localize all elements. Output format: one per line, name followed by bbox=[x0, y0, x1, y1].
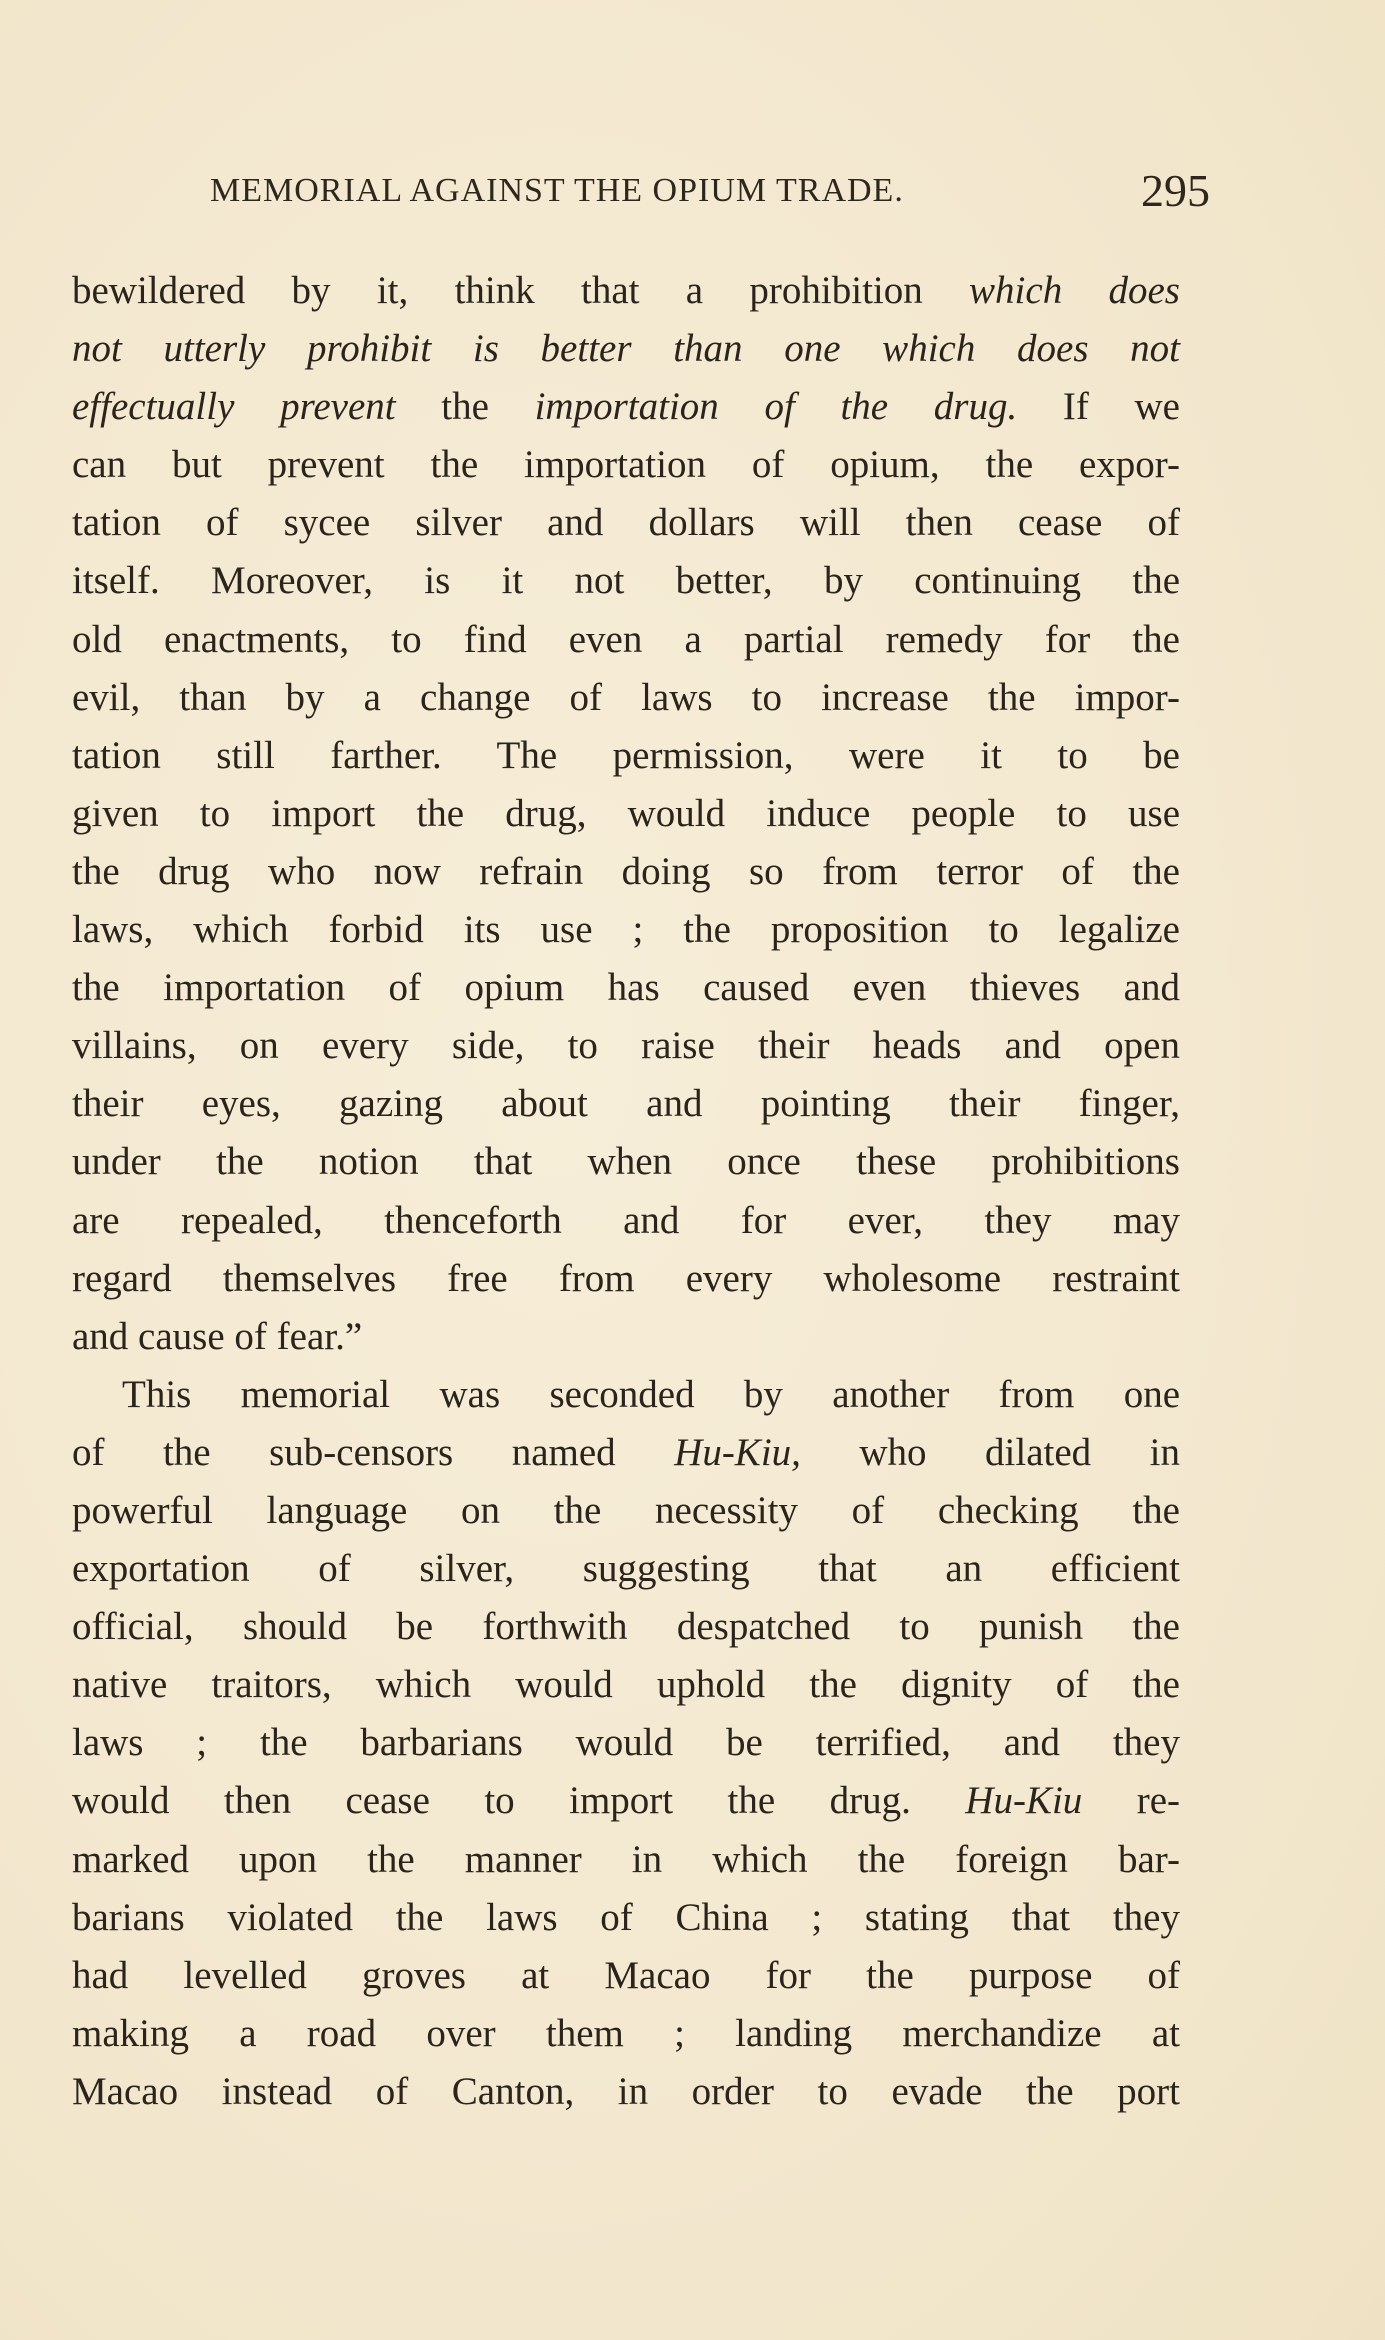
text-line bbox=[72, 1889, 1180, 1947]
text-segment: itself. Moreover, is it not better, by continuing the bbox=[72, 559, 1180, 603]
text-line bbox=[72, 611, 1180, 669]
text-line bbox=[72, 436, 1180, 494]
text-line bbox=[72, 320, 1180, 378]
text-segment: their eyes, gazing about and pointing their finger, bbox=[72, 1082, 1180, 1126]
text-segment: and cause of fear.” bbox=[72, 1314, 363, 1358]
text-line bbox=[72, 669, 1180, 727]
page-number: 295 bbox=[1141, 165, 1210, 216]
text-segment: native traitors, which would uphold the dignity of the bbox=[72, 1663, 1180, 1707]
text-segment: can but prevent the importation of opium, the expor- bbox=[72, 443, 1180, 487]
text-segment: re- bbox=[1082, 1779, 1180, 1823]
text-line bbox=[72, 1714, 1180, 1772]
text-line bbox=[72, 901, 1180, 959]
text-segment: under the notion that when once these prohibitions bbox=[72, 1140, 1180, 1184]
italic-text: effectually prevent bbox=[72, 385, 396, 429]
text-segment: given to import the drug, would induce people to use bbox=[72, 791, 1180, 835]
text-segment: bewildered by it, think that a prohibition bbox=[72, 269, 970, 312]
text-segment: If we bbox=[1017, 385, 1180, 429]
running-head bbox=[210, 165, 1210, 216]
text-segment: exportation of silver, suggesting that an efficient bbox=[72, 1547, 1180, 1591]
text-segment: who dilated in bbox=[800, 1430, 1180, 1474]
italic-text: Hu-Kiu, bbox=[674, 1430, 801, 1474]
text-segment: old enactments, to find even a partial remedy for the bbox=[72, 617, 1180, 661]
text-line bbox=[72, 1540, 1180, 1598]
text-line bbox=[72, 1133, 1180, 1191]
text-line bbox=[72, 1772, 1180, 1830]
text-line bbox=[72, 1424, 1180, 1482]
text-line bbox=[72, 2005, 1180, 2063]
italic-text: Hu-Kiu bbox=[965, 1779, 1083, 1823]
text-line bbox=[72, 552, 1180, 610]
text-line bbox=[72, 785, 1180, 843]
text-line bbox=[72, 727, 1180, 785]
text-segment: evil, than by a change of laws to increase the impor- bbox=[72, 675, 1180, 719]
text-segment: tation still farther. The permission, were it to be bbox=[72, 733, 1180, 777]
text-segment: of the sub-censors named bbox=[72, 1430, 675, 1474]
text-segment: official, should be forthwith despatched to punish the bbox=[72, 1605, 1180, 1649]
text-segment: barians violated the laws of China ; stating that they bbox=[72, 1895, 1180, 1939]
text-segment: villains, on every side, to raise their heads and open bbox=[72, 1024, 1180, 1068]
text-line bbox=[72, 1308, 1180, 1366]
text-line bbox=[72, 378, 1180, 436]
italic-text: which does bbox=[969, 269, 1180, 312]
text-segment: Macao instead of Canton, in order to evade the port bbox=[72, 2069, 1180, 2113]
text-segment: the bbox=[395, 385, 535, 429]
text-segment: making a road over them ; landing merchandize at bbox=[72, 2011, 1180, 2055]
text-segment: are repealed, thenceforth and for ever, they may bbox=[72, 1198, 1180, 1242]
italic-text: not utterly prohibit is better than one which does not bbox=[72, 327, 1180, 371]
text-line bbox=[72, 2063, 1180, 2121]
text-line bbox=[72, 959, 1180, 1017]
text-segment: the importation of opium has caused even thieves and bbox=[72, 966, 1180, 1010]
text-line bbox=[72, 1598, 1180, 1656]
text-line bbox=[72, 1017, 1180, 1075]
text-line bbox=[72, 1831, 1180, 1889]
text-segment: regard themselves free from every wholesome restraint bbox=[72, 1256, 1180, 1300]
text-line bbox=[72, 843, 1180, 901]
text-line bbox=[72, 494, 1180, 552]
text-line bbox=[72, 1075, 1180, 1133]
italic-text: importation of the drug. bbox=[534, 385, 1018, 429]
text-segment: tation of sycee silver and dollars will then cease of bbox=[72, 501, 1180, 545]
text-line bbox=[72, 1947, 1180, 2005]
text-segment: laws ; the barbarians would be terrified, and they bbox=[72, 1721, 1180, 1765]
text-line bbox=[72, 262, 1180, 320]
running-head-title: MEMORIAL AGAINST THE OPIUM TRADE. bbox=[210, 172, 904, 209]
text-segment: laws, which forbid its use ; the proposition to legalize bbox=[72, 908, 1180, 952]
text-line bbox=[72, 1366, 1180, 1424]
text-line bbox=[72, 1656, 1180, 1714]
text-line bbox=[72, 1482, 1180, 1540]
text-segment: would then cease to import the drug. bbox=[72, 1779, 966, 1823]
text-segment: This memorial was seconded by another from one bbox=[122, 1372, 1180, 1416]
text-line bbox=[72, 1250, 1180, 1308]
body-text bbox=[72, 262, 1180, 2121]
text-segment: the drug who now refrain doing so from terror of the bbox=[72, 849, 1180, 893]
text-line bbox=[72, 1192, 1180, 1250]
text-segment: had levelled groves at Macao for the purpose of bbox=[72, 1953, 1180, 1997]
text-segment: powerful language on the necessity of checking the bbox=[72, 1488, 1180, 1532]
text-segment: marked upon the manner in which the foreign bar- bbox=[72, 1837, 1180, 1881]
